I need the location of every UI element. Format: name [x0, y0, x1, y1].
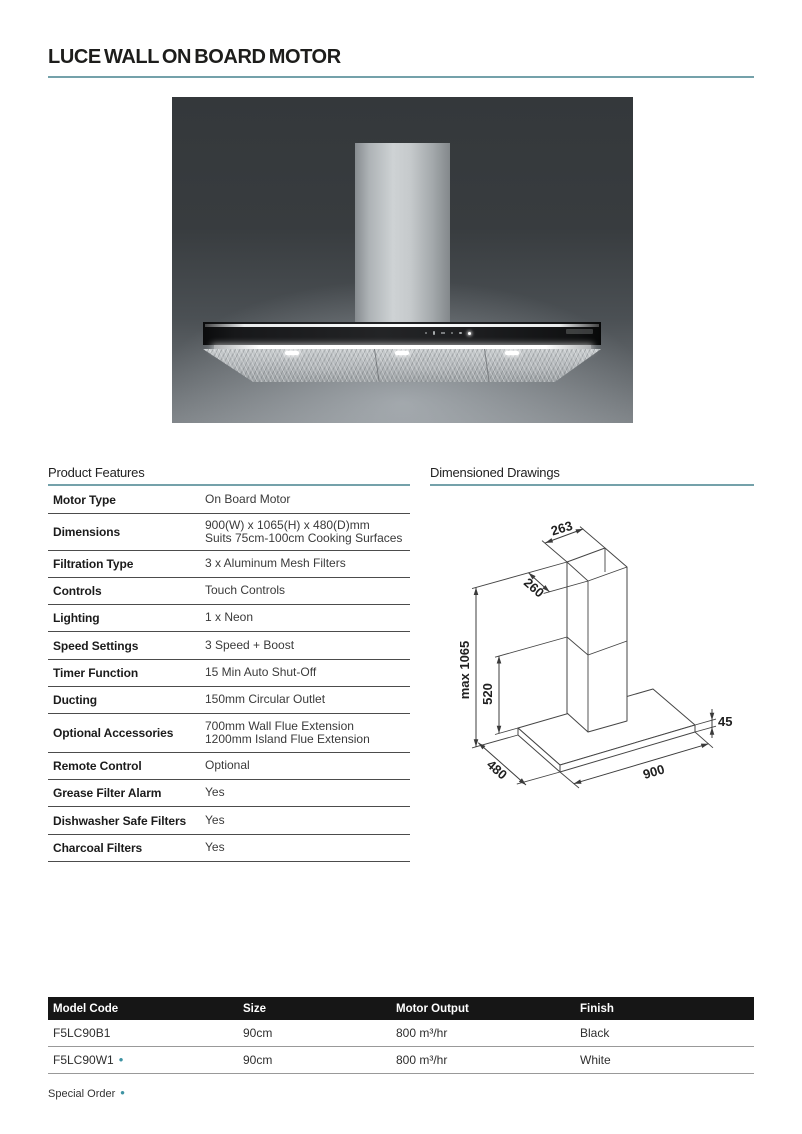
feature-label: Timer Function — [53, 666, 139, 680]
special-order-footnote — [48, 1086, 125, 1100]
feature-row — [48, 551, 410, 578]
filter-panel-divider — [374, 349, 380, 382]
feature-row — [48, 660, 410, 687]
product-photo — [172, 97, 633, 423]
feature-value — [205, 720, 370, 747]
feature-row — [48, 578, 410, 605]
hood-lamp — [505, 351, 519, 355]
model-row — [48, 1020, 754, 1047]
feature-value-line: Suits 75cm-100cm Cooking Surfaces — [205, 531, 403, 545]
feature-label: Ducting — [53, 693, 97, 707]
model-code: F5LC90B1 — [53, 1026, 111, 1040]
hood-chimney — [355, 143, 450, 323]
feature-label: Motor Type — [53, 492, 116, 507]
title-rule — [48, 76, 754, 78]
control-dash-icon — [441, 332, 445, 333]
product-features-table — [48, 486, 410, 862]
model-size-cell: 90cm — [243, 1053, 273, 1067]
feature-value — [205, 519, 402, 546]
feature-value: 150mm Circular Outlet — [205, 692, 326, 707]
feature-row — [48, 486, 410, 514]
touch-controls — [425, 329, 471, 337]
brand-logo — [566, 329, 593, 334]
hood-lamp — [285, 351, 299, 355]
model-row — [48, 1047, 754, 1074]
header-finish: Finish — [580, 1002, 614, 1015]
header-model-code: Model Code — [53, 1002, 119, 1015]
hood-control-band — [203, 322, 601, 345]
feature-value: Yes — [205, 785, 225, 800]
models-header-row — [48, 997, 754, 1020]
feature-value: 15 Min Auto Shut-Off — [205, 665, 317, 680]
control-power-dot-icon — [468, 332, 471, 335]
feature-row — [48, 753, 410, 780]
chimney-outline — [567, 548, 627, 732]
control-glyph-icon — [433, 331, 435, 335]
special-order-dot: • — [120, 1085, 125, 1100]
feature-row — [48, 514, 410, 551]
feature-label: Charcoal Filters — [53, 841, 143, 855]
feature-row — [48, 807, 410, 835]
drawing-rule — [430, 484, 754, 486]
hood-trim-strip — [205, 324, 599, 327]
feature-label: Dishwasher Safe Filters — [53, 813, 187, 828]
drawing-heading: Dimensioned Drawings — [430, 465, 560, 480]
dim-label-263: 263 — [549, 517, 575, 539]
model-code: F5LC90W1 — [53, 1053, 114, 1067]
special-order-dot: • — [118, 1052, 124, 1067]
dim-label-max-1065: max 1065 — [457, 640, 472, 700]
model-size-cell: 90cm — [243, 1026, 273, 1040]
hood-lamp — [395, 351, 409, 355]
feature-label: Controls — [53, 584, 102, 598]
feature-label: Filtration Type — [53, 557, 134, 571]
feature-label: Grease Filter Alarm — [53, 786, 162, 800]
features-heading: Product Features — [48, 465, 145, 480]
feature-value-line: 900(W) x 1065(H) x 480(D)mm — [205, 517, 370, 532]
feature-label: Speed Settings — [53, 638, 139, 653]
feature-label: Remote Control — [53, 759, 142, 773]
model-code-cell — [53, 1026, 243, 1040]
dimensioned-drawing — [450, 495, 780, 805]
models-table — [48, 997, 754, 1074]
feature-row — [48, 835, 410, 862]
dim-label-480: 480 — [483, 756, 511, 783]
feature-label: Optional Accessories — [53, 726, 174, 740]
header-motor-output: Motor Output — [396, 1002, 469, 1015]
model-output-cell: 800 m³/hr — [396, 1053, 448, 1067]
hood-light-strip — [214, 345, 591, 349]
feature-value: Yes — [205, 840, 225, 855]
model-output-cell: 800 m³/hr — [396, 1026, 448, 1040]
feature-value-line: 700mm Wall Flue Extension — [205, 718, 354, 733]
feature-value: 3 x Aluminum Mesh Filters — [205, 556, 346, 571]
footnote-text: Special Order — [48, 1088, 116, 1100]
filter-panel-divider — [484, 349, 490, 382]
feature-value: Yes — [205, 812, 225, 827]
feature-row — [48, 780, 410, 807]
feature-value: On Board Motor — [205, 491, 291, 506]
dim-label-520: 520 — [480, 683, 495, 705]
feature-label: Lighting — [53, 611, 100, 625]
feature-row — [48, 632, 410, 660]
feature-value: 1 x Neon — [205, 610, 254, 625]
header-size: Size — [243, 1002, 267, 1015]
model-finish-cell: White — [580, 1053, 611, 1067]
dim-label-900: 900 — [641, 761, 667, 783]
control-dot-icon — [459, 332, 462, 335]
feature-label: Dimensions — [53, 525, 121, 539]
feature-row — [48, 687, 410, 714]
control-dot-icon — [451, 332, 453, 334]
feature-value: 3 Speed + Boost — [205, 637, 295, 652]
feature-value: Touch Controls — [205, 583, 286, 598]
feature-row — [48, 605, 410, 632]
dim-label-45: 45 — [718, 714, 733, 729]
page-title: LUCE WALL ON BOARD MOTOR — [48, 46, 341, 68]
model-finish-cell: Black — [580, 1026, 610, 1040]
feature-value-line: 1200mm Island Flue Extension — [205, 732, 370, 746]
feature-value: Optional — [205, 758, 250, 773]
model-code-cell — [53, 1053, 243, 1067]
control-dot-icon — [425, 332, 427, 334]
dim-label-260: 260 — [520, 574, 548, 601]
feature-row — [48, 714, 410, 753]
